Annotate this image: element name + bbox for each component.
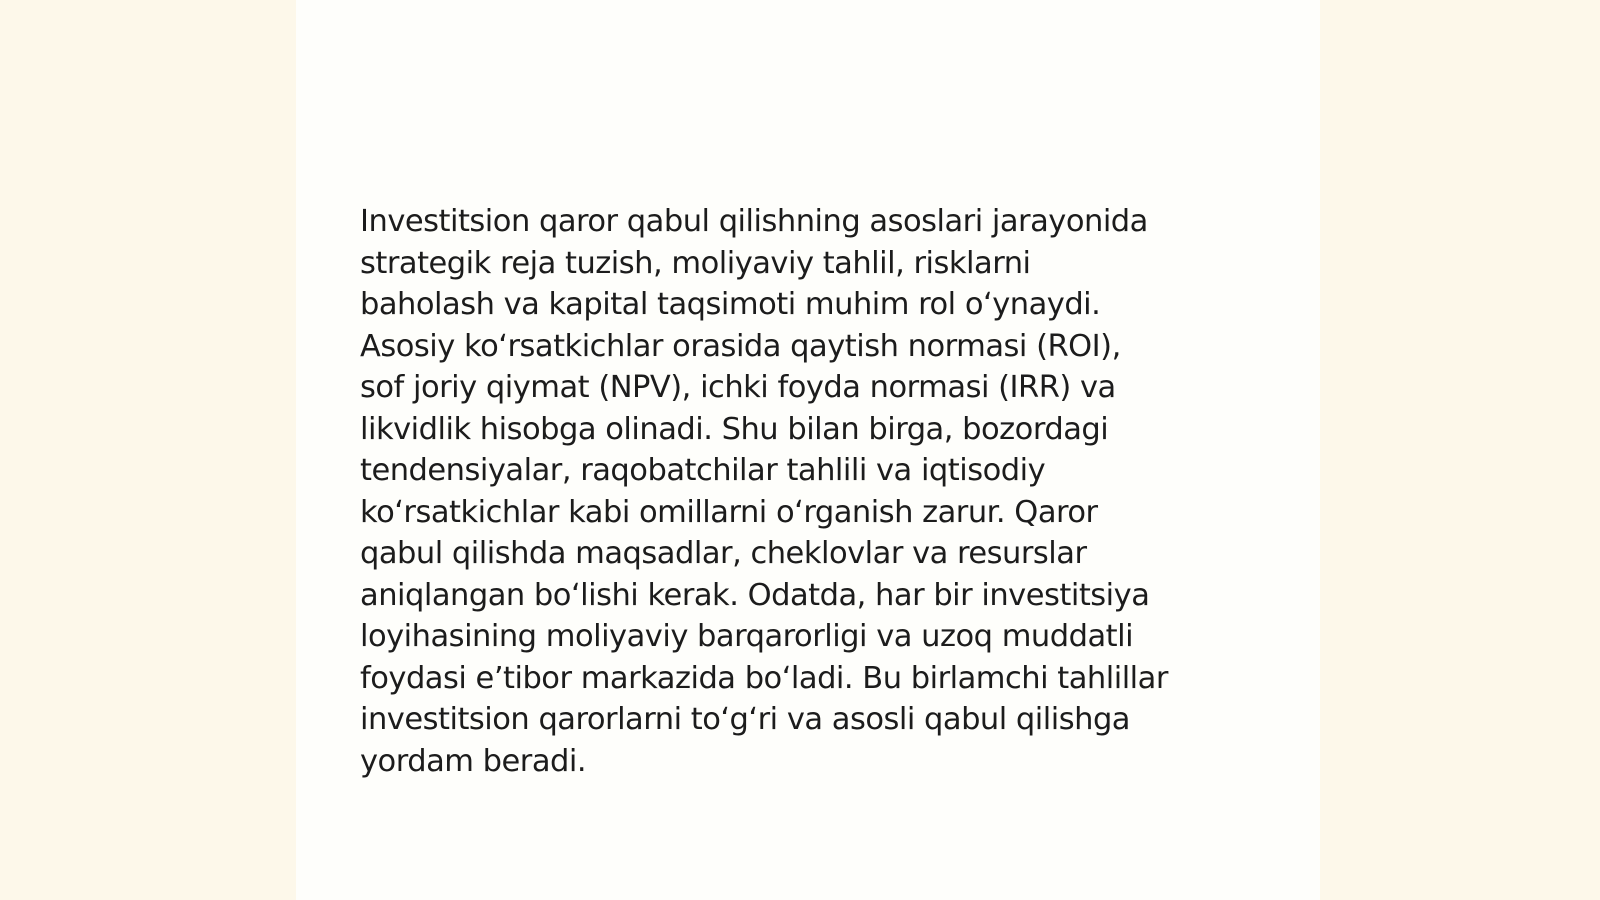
paragraph-line-6: likvidlik hisobga olinadi. Shu bilan birga, bozordagi [360, 411, 1109, 447]
body-paragraph [360, 201, 1260, 782]
paragraph-line-5: sof joriy qiymat (NPV), ichki foyda normasi (IRR) va [360, 370, 1116, 405]
paragraph-line-8: koʻrsatkichlar kabi omillarni oʻrganish zarur. Qaror [360, 494, 1098, 530]
paragraph-line-4: Asosiy koʻrsatkichlar orasida qaytish normasi (ROI), [360, 328, 1121, 364]
paragraph-line-12: foydasi eʼtibor markazida boʻladi. Bu birlamchi tahlillar [360, 660, 1168, 696]
paragraph-line-3: baholash va kapital taqsimoti muhim rol oʻynaydi. [360, 287, 1101, 322]
paragraph-line-11: loyihasining moliyaviy barqarorligi va uzoq muddatli [360, 619, 1134, 654]
paragraph-line-9: qabul qilishda maqsadlar, cheklovlar va resurslar [360, 536, 1087, 571]
paragraph-line-7: tendensiyalar, raqobatchilar tahlili va iqtisodiy [360, 453, 1046, 488]
paragraph-line-1: Investitsion qaror qabul qilishning asoslari jarayonida [360, 204, 1148, 239]
paragraph-line-14: yordam beradi. [360, 743, 587, 779]
document-page [296, 0, 1320, 900]
paragraph-line-13: investitsion qarorlarni toʻgʻri va asosli qabul qilishga [360, 702, 1130, 737]
paragraph-line-2: strategik reja tuzish, moliyaviy tahlil, risklarni [360, 245, 1031, 281]
paragraph-line-10: aniqlangan boʻlishi kerak. Odatda, har bir investitsiya [360, 577, 1150, 613]
